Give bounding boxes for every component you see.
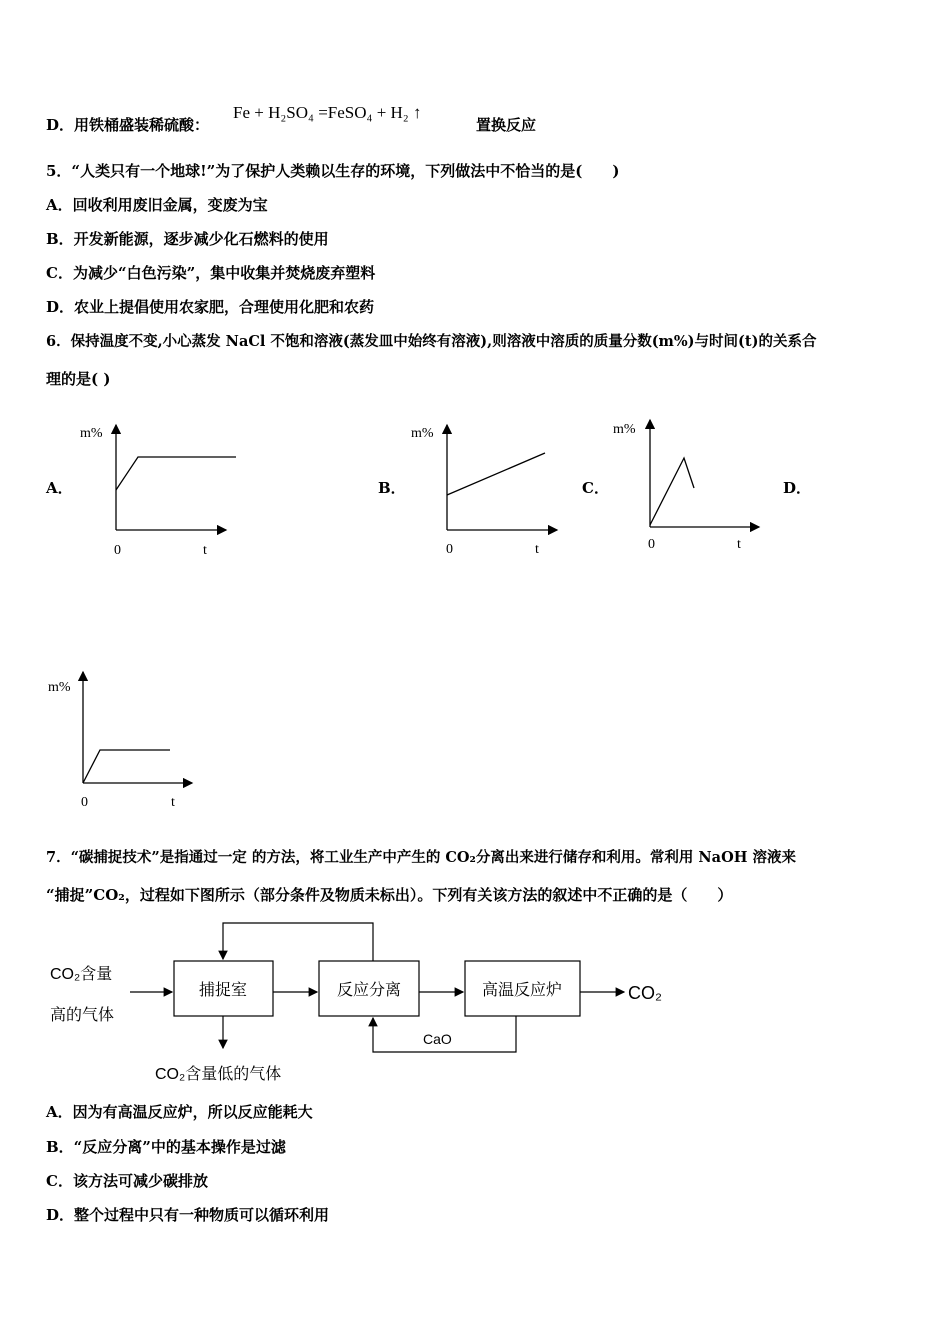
- graph-b-curve: [447, 453, 545, 495]
- q6-option-d: D．: [783, 479, 812, 497]
- chemical-equation: Fe + H₂SO₄ =FeSO₄ + H₂ ↑: [233, 103, 422, 122]
- graph-b-origin: 0: [446, 542, 453, 557]
- graph-a-xlabel: t: [203, 543, 207, 558]
- q7-option-b: B．“反应分离”中的基本操作是过滤: [46, 1138, 286, 1156]
- graph-c: [613, 420, 759, 552]
- graph-d-curve: [83, 750, 170, 783]
- graph-a: [80, 425, 236, 558]
- q7-stem-line1: 7．“碳捕捉技术”是指通过一定 的方法，将工业生产中产生的 CO₂分离出来进行储存和利用。常利用 NaOH 溶液来: [46, 849, 796, 866]
- q6-stem-line1: 6．保持温度不变,小心蒸发 NaCl 不饱和溶液(蒸发皿中始终有溶液),则溶液中溶质的质量分数(m%)与时间(t)的关系合: [46, 333, 817, 350]
- graph-a-origin: 0: [114, 543, 121, 558]
- q5-option-c: C．为减少“白色污染”，集中收集并焚烧废弃塑料: [46, 264, 376, 282]
- graph-d: [48, 672, 192, 810]
- byproduct-label: CO₂含量低的气体: [155, 1066, 282, 1083]
- graph-a-ylabel: m%: [80, 426, 103, 441]
- flow-diagram: [50, 923, 662, 1083]
- box3-label: 高温反应炉: [481, 982, 563, 999]
- q7-option-a: A．因为有高温反应炉，所以反应能耗大: [46, 1103, 313, 1121]
- q6-option-a: A．: [46, 479, 73, 497]
- graph-d-xlabel: t: [171, 795, 175, 810]
- q6-stem-line2: 理的是( ): [46, 370, 111, 388]
- q5-option-b: B．开发新能源，逐步减少化石燃料的使用: [46, 230, 329, 248]
- input-label-1: CO₂含量: [50, 966, 113, 983]
- box2-label: 反应分离: [336, 982, 402, 999]
- q7-stem-line2: “捕捉”CO₂，过程如下图所示（部分条件及物质未标出）。下列有关该方法的叙述中不正确的是（ ）: [46, 886, 733, 904]
- graph-b-xlabel: t: [535, 542, 539, 557]
- graph-d-origin: 0: [81, 795, 88, 810]
- graph-d-ylabel: m%: [48, 680, 71, 695]
- graph-a-curve: [116, 457, 236, 490]
- graph-c-origin: 0: [648, 537, 655, 552]
- output-label: CO₂: [628, 983, 662, 1003]
- q5-option-d: D．农业上提倡使用农家肥，合理使用化肥和农药: [46, 298, 375, 316]
- graph-c-curve: [650, 458, 694, 525]
- q6-option-c: C．: [582, 479, 609, 497]
- q7-option-d: D．整个过程中只有一种物质可以循环利用: [46, 1206, 330, 1224]
- input-label-2: 高的气体: [50, 1007, 115, 1024]
- q7-option-c: C．该方法可减少碳排放: [46, 1172, 208, 1190]
- box1-label: 捕捉室: [198, 982, 248, 999]
- graph-c-ylabel: m%: [613, 422, 636, 437]
- q5-stem: 5．“人类只有一个地球!”为了保护人类赖以生存的环境，下列做法中不恰当的是( ): [46, 162, 620, 180]
- q5-option-a: A．回收利用废旧金属，变废为宝: [46, 196, 268, 214]
- graph-c-xlabel: t: [737, 537, 741, 552]
- recycle-label: CaO: [423, 1031, 452, 1047]
- q6-option-b: B．: [378, 479, 406, 497]
- q4-option-d-label: D．用铁桶盛装稀硫酸：: [46, 116, 210, 134]
- reaction-type: 置换反应: [476, 116, 537, 134]
- graph-b: [411, 425, 557, 557]
- graph-b-ylabel: m%: [411, 426, 434, 441]
